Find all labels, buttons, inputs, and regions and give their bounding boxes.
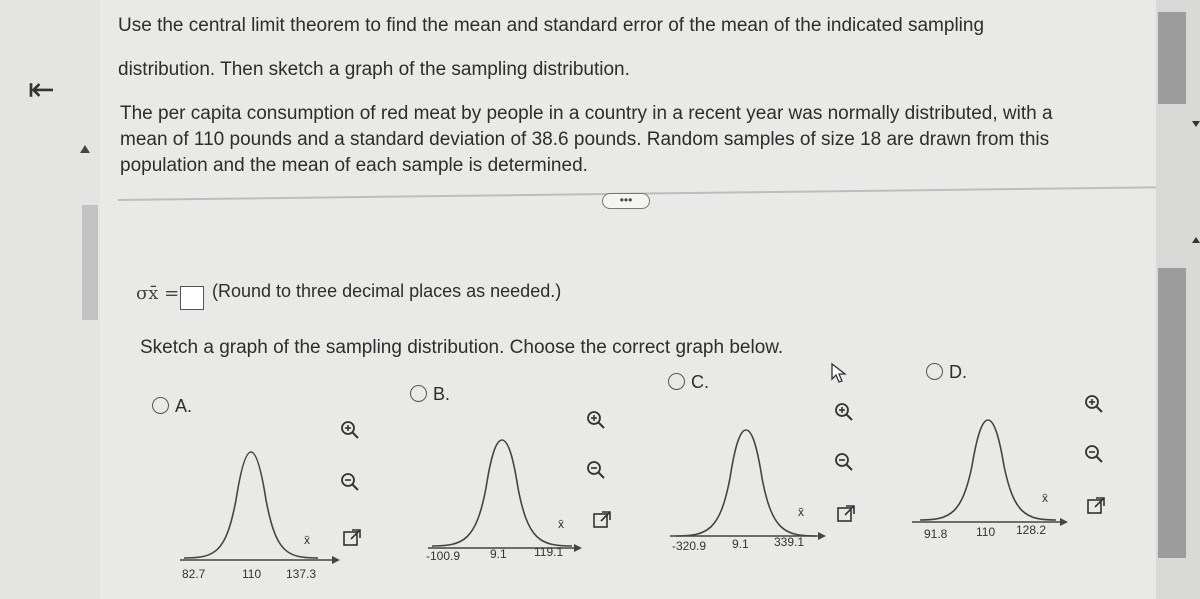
option-b-label: B. — [433, 384, 451, 404]
scenario-line-3: population and the mean of each sample is determined. — [120, 155, 588, 176]
scrollbar-thumb-upper[interactable] — [1158, 12, 1186, 104]
axis-arrow-b — [574, 544, 582, 552]
axis-arrow-d — [1060, 518, 1068, 526]
scenario-line-2: mean of 110 pounds and a standard deviation of 38.6 pounds. Random samples of size 18 are drawn from this — [120, 129, 1050, 150]
scenario-line-1: The per capita consumption of red meat by people in a country in a recent year was normally distributed, with a — [120, 103, 1053, 124]
zoom-out-icon[interactable] — [340, 472, 360, 492]
graph-c[interactable] — [666, 418, 846, 558]
tick-a-2: 110 — [242, 567, 262, 581]
tick-d-3: 128.2 — [1016, 523, 1047, 537]
tick-a-1: 82.7 — [182, 567, 206, 581]
standard-error-input[interactable] — [180, 286, 204, 310]
zoom-out-icon[interactable] — [586, 460, 606, 480]
radio-c[interactable] — [668, 373, 685, 390]
radio-d[interactable] — [926, 363, 943, 380]
tick-b-2: 9.1 — [490, 547, 507, 561]
xbar-d: x̄ — [1042, 491, 1048, 505]
popout-icon[interactable] — [342, 528, 362, 548]
graph-prompt: Sketch a graph of the sampling distribution. Choose the correct graph below. — [140, 337, 784, 358]
rounding-hint: (Round to three decimal places as needed.) — [212, 281, 562, 301]
zoom-out-icon[interactable] — [1084, 444, 1104, 464]
popout-icon[interactable] — [1086, 496, 1106, 516]
option-a[interactable] — [152, 396, 192, 417]
curve-a — [184, 452, 318, 558]
zoom-in-icon[interactable] — [1084, 394, 1104, 414]
option-d[interactable] — [926, 362, 967, 383]
tick-a-3: 137.3 — [286, 567, 317, 581]
tick-d-2: 110 — [976, 525, 996, 539]
xbar-a: x̄ — [304, 533, 310, 547]
option-d-label: D. — [949, 362, 967, 382]
collapse-triangle-icon[interactable] — [80, 145, 90, 153]
zoom-in-icon[interactable] — [340, 420, 360, 440]
option-b[interactable] — [410, 384, 450, 405]
graph-a[interactable] — [176, 440, 356, 580]
xbar-c: x̄ — [798, 505, 804, 519]
radio-b[interactable] — [410, 385, 427, 402]
more-button[interactable]: ••• — [602, 193, 650, 209]
graph-b[interactable] — [424, 428, 604, 568]
tick-b-1: -100.9 — [426, 549, 461, 563]
tick-c-2: 9.1 — [732, 537, 749, 551]
instruction-line-1: Use the central limit theorem to find the mean and standard error of the mean of the indicated sampling — [118, 15, 985, 36]
left-scroll-indicator — [82, 205, 98, 320]
tick-b-3: 119.1 — [534, 545, 564, 559]
cursor-icon — [830, 362, 848, 384]
graph-d[interactable] — [906, 410, 1086, 550]
tick-c-1: -320.9 — [672, 539, 707, 553]
radio-a[interactable] — [152, 397, 169, 414]
zoom-in-icon[interactable] — [586, 410, 606, 430]
axis-arrow-a — [332, 556, 340, 564]
xbar-b: x̄ — [558, 517, 564, 531]
tick-c-3: 339.1 — [774, 535, 805, 549]
axis-arrow-c — [818, 532, 826, 540]
standard-error-label: σx̄ = — [136, 283, 180, 304]
zoom-out-icon[interactable] — [834, 452, 854, 472]
zoom-in-icon[interactable] — [834, 402, 854, 422]
instruction-line-2: distribution. Then sketch a graph of the sampling distribution. — [118, 59, 630, 80]
popout-icon[interactable] — [836, 504, 856, 524]
curve-b — [432, 440, 572, 546]
scrollbar-thumb-lower[interactable] — [1158, 268, 1186, 558]
back-arrow-icon[interactable]: ⇤ — [28, 71, 55, 107]
option-c-label: C. — [691, 372, 709, 392]
scroll-down-arrow-icon[interactable] — [1192, 120, 1200, 128]
curve-d — [920, 420, 1056, 520]
tick-d-1: 91.8 — [924, 527, 948, 541]
popout-icon[interactable] — [592, 510, 612, 530]
option-c[interactable] — [668, 372, 709, 393]
curve-c — [676, 430, 816, 536]
option-a-label: A. — [175, 396, 193, 416]
scroll-up-arrow-icon[interactable] — [1192, 236, 1200, 244]
